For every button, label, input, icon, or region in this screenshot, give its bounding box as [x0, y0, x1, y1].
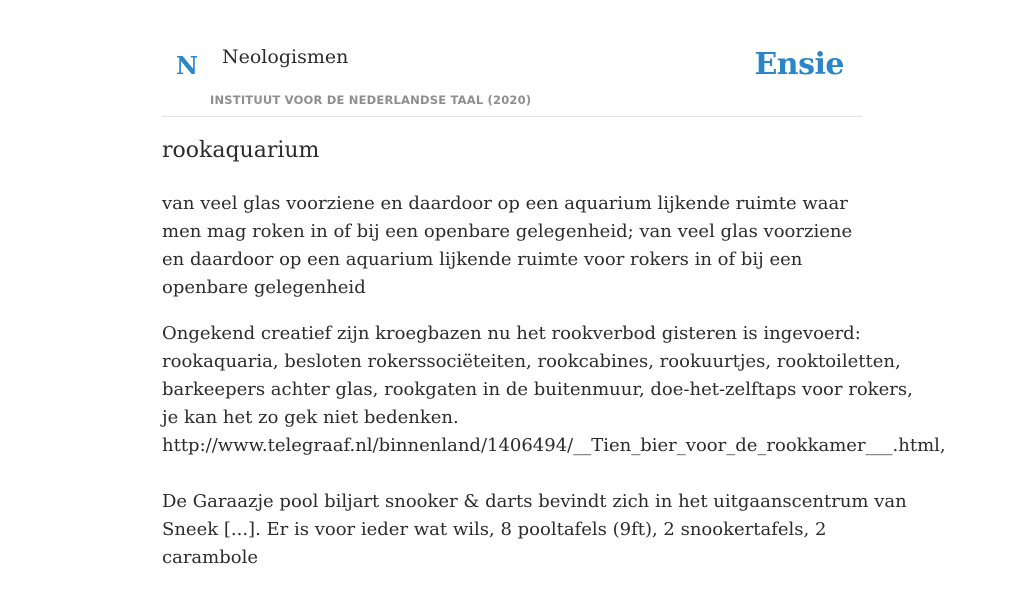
- headword: rookaquarium: [162, 138, 320, 163]
- definition: van veel glas voorziene en daardoor op een aquarium lijkende ruimte waar men mag roken in of bij een openbare gelegenheid; van veel glas voorziene en daardoor op een aquarium lijkende ruimte voor rokers in of bij een openbare gelegenheid: [162, 193, 853, 299]
- source-subtitle: INSTITUUT VOOR DE NEDERLANDSE TAAL (2020): [210, 93, 532, 107]
- entry-content: [162, 138, 946, 590]
- source-logo-icon: N: [176, 51, 198, 80]
- source-title[interactable]: Neologismen: [222, 46, 349, 68]
- brand-logo[interactable]: Ensie: [754, 47, 844, 82]
- spacer: [162, 460, 922, 488]
- example-quote: [162, 320, 946, 572]
- example-source-url[interactable]: http://www.telegraaf.nl/binnenland/1406494/__Tien_bier_voor_de_rookkamer___.html,: [162, 435, 946, 457]
- example-quote-text: Ongekend creatief zijn kroegbazen nu het rookverbod gisteren is ingevoerd: rookaquaria, besloten rokerssociëteiten, rookcabines, rookuurtjes, rooktoiletten, barkeepers achter glas, rookgaten in de buitenmuur, doe-het-zelftaps voor rokers, je kan het zo gek niet bedenken.: [162, 323, 913, 429]
- source-header: [162, 0, 862, 117]
- example-quote-text: De Garaazje pool biljart snooker & darts bevindt zich in het uitgaanscentrum van Sneek [...]. Er is voor ieder wat wils, 8 pooltafels (9ft), 2 snookertafels, 2 carambole: [162, 491, 907, 569]
